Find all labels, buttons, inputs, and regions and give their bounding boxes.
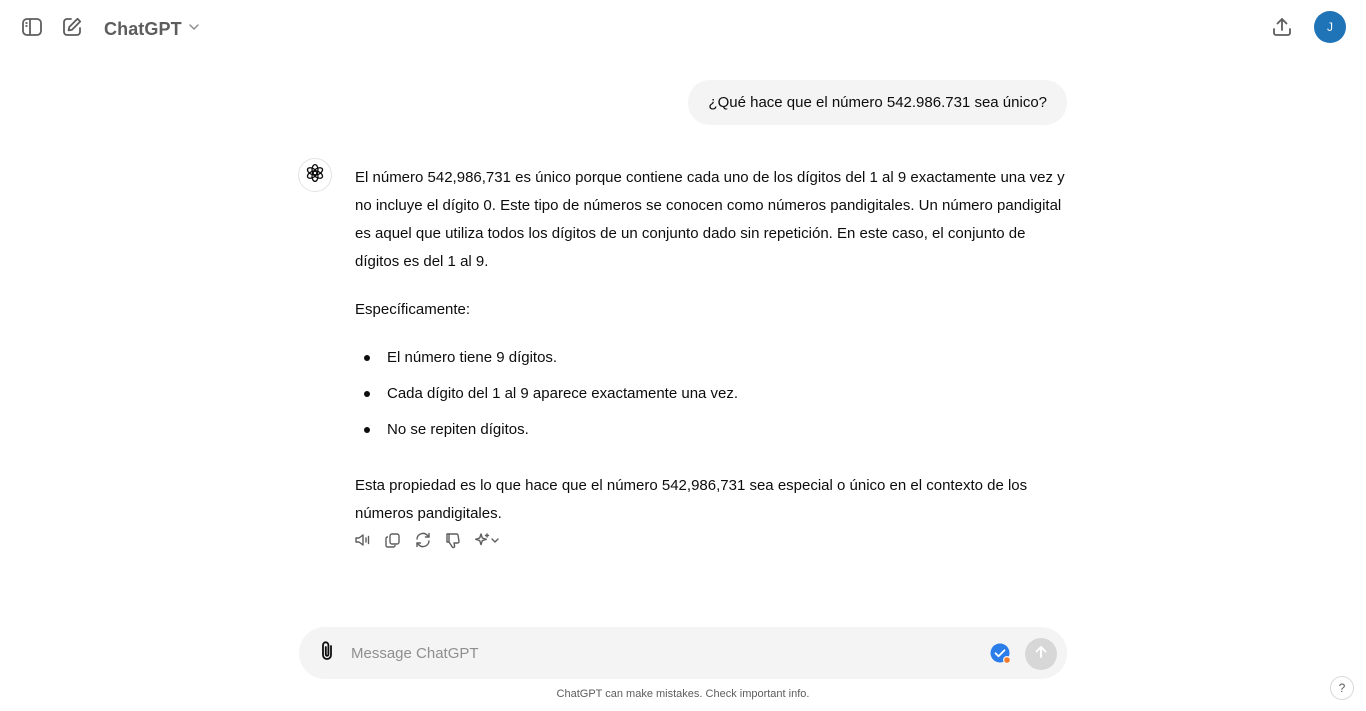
message-composer [299, 627, 1067, 679]
edit-icon [61, 16, 83, 38]
regenerate-button[interactable] [412, 531, 434, 553]
list-item: Cada dígito del 1 al 9 aparece exactamente una vez. [355, 380, 1067, 416]
user-message-text: ¿Qué hace que el número 542.986.731 sea único? [708, 94, 1047, 111]
response-bullet-list [355, 344, 1067, 452]
check-badge-icon [989, 653, 1013, 670]
avatar-initial: J [1327, 20, 1333, 34]
new-chat-button[interactable] [58, 13, 86, 41]
assistant-avatar [298, 158, 332, 192]
sidebar-icon [21, 16, 43, 38]
copy-button[interactable] [382, 531, 404, 553]
model-selector[interactable] [104, 16, 200, 42]
openai-logo-icon [305, 163, 325, 188]
model-name: ChatGPT [104, 18, 182, 39]
disclaimer-text: ChatGPT can make mistakes. Check important info. [556, 688, 810, 700]
list-item: El número tiene 9 dígitos. [355, 344, 1067, 380]
sidebar-toggle-button[interactable] [18, 13, 46, 41]
tool-status-button[interactable] [989, 642, 1013, 666]
share-button[interactable] [1268, 13, 1296, 41]
send-button[interactable] [1025, 638, 1057, 670]
read-aloud-button[interactable] [352, 531, 374, 553]
top-bar [0, 0, 1366, 56]
user-message-bubble [688, 80, 1067, 125]
attach-button[interactable] [315, 640, 341, 666]
refresh-icon [414, 531, 432, 554]
response-paragraph: Esta propiedad es lo que hace que el número 542,986,731 sea especial o único en el contexto de los números pandigitales. [355, 477, 1028, 522]
sparkle-icon [473, 531, 503, 554]
thumbs-down-icon [444, 531, 462, 554]
share-icon [1271, 16, 1293, 38]
paperclip-icon [318, 640, 338, 667]
help-button[interactable] [1330, 676, 1354, 700]
message-input[interactable] [351, 641, 971, 665]
message-actions [352, 531, 512, 553]
response-paragraph: El número 542,986,731 es único porque contiene cada uno de los dígitos del 1 al 9 exactamente una vez y no incluye el dígito 0. Este tipo de números se conocen como números pandigitales. Un número pandigital es aquel que utiliza todos los dígitos de un conjunto dado sin repetición. En este caso, el conjunto de dígitos es del 1 al 9. [355, 169, 1065, 270]
response-paragraph: Específicamente: [355, 301, 471, 318]
assistant-message [355, 164, 1067, 528]
bad-response-button[interactable] [442, 531, 464, 553]
list-item: No se repiten dígitos. [355, 416, 1067, 452]
arrow-up-icon [1033, 644, 1049, 665]
user-avatar[interactable] [1314, 11, 1346, 43]
copy-icon [384, 531, 402, 554]
switch-model-button[interactable] [472, 531, 504, 553]
speaker-icon [354, 531, 372, 554]
help-label: ? [1338, 681, 1346, 695]
chevron-down-icon [188, 20, 200, 38]
